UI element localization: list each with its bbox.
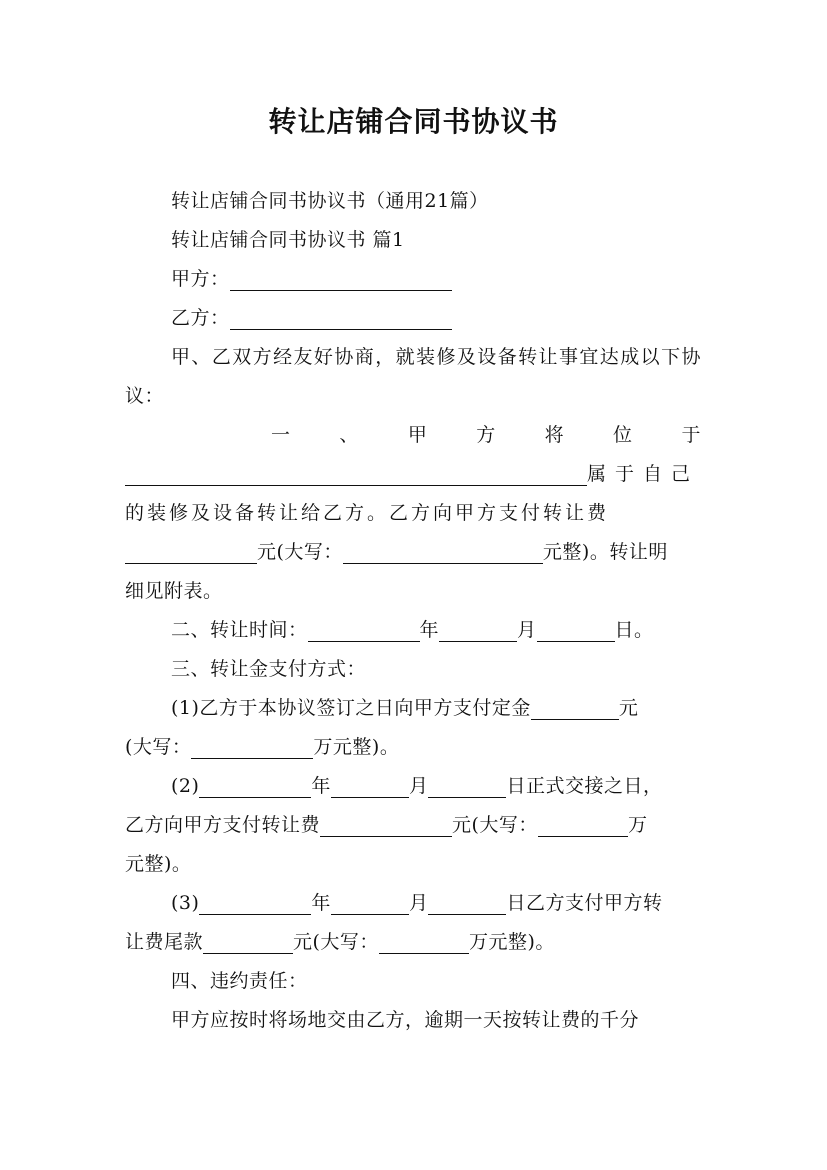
clause1-char: 于 bbox=[681, 424, 701, 446]
fee-tail: 元整)。转让明 bbox=[542, 541, 668, 563]
clause4-text: 甲方应按时将场地交由乙方，逾期一天按转让费的千分 bbox=[171, 1009, 640, 1031]
deposit-daxie-blank bbox=[191, 732, 313, 759]
item3-line2-text: 让费尾款 bbox=[125, 931, 204, 953]
item3-prefix: (3) bbox=[171, 892, 200, 914]
item1-tail: 万元整)。 bbox=[313, 736, 400, 758]
subtitle: 转让店铺合同书协议书（通用21篇） bbox=[171, 190, 489, 212]
clause1-char: 位 bbox=[613, 424, 633, 446]
party-b-blank bbox=[230, 303, 452, 330]
clause2-day-label: 日。 bbox=[614, 619, 654, 641]
section-heading: 转让店铺合同书协议书 篇1 bbox=[171, 229, 405, 251]
item2-month-label: 月 bbox=[408, 775, 429, 797]
clause2-line bbox=[125, 611, 701, 650]
clause3-item1-line2 bbox=[125, 728, 701, 767]
clause1-line5: 细见附表。 bbox=[125, 580, 223, 602]
item2-year-label: 年 bbox=[311, 775, 331, 797]
fee-blank bbox=[125, 537, 257, 564]
item2-prefix: (2) bbox=[171, 775, 200, 797]
item2-day-blank bbox=[428, 771, 506, 798]
clause2-day-blank bbox=[537, 615, 615, 642]
clause1-char: 、 bbox=[339, 424, 359, 446]
deposit-blank bbox=[531, 693, 619, 720]
party-a-blank bbox=[230, 264, 452, 291]
item2-year-blank bbox=[199, 771, 311, 798]
clause1-line3: 的装修及设备转让给乙方。乙方向甲方支付转让费 bbox=[125, 502, 610, 524]
clause2-year-blank bbox=[308, 615, 420, 642]
item2-daxie-blank bbox=[538, 810, 628, 837]
clause1-lead bbox=[125, 416, 701, 455]
item3-daxie-blank bbox=[379, 927, 469, 954]
item2-fee-blank bbox=[320, 810, 452, 837]
item2-text: 日正式交接之日， bbox=[506, 775, 663, 797]
document-body bbox=[125, 182, 701, 1040]
clause3-item3-line2 bbox=[125, 923, 701, 962]
clause3-item3 bbox=[125, 884, 701, 923]
item1-yuan: 元 bbox=[618, 697, 639, 719]
clause1-char: 将 bbox=[544, 424, 565, 446]
item3-month-blank bbox=[331, 888, 409, 915]
item3-year-label: 年 bbox=[311, 892, 331, 914]
fee-daxie-blank bbox=[343, 537, 543, 564]
party-a-line bbox=[125, 260, 701, 299]
location-blank bbox=[125, 459, 587, 486]
clause1-char: 一 bbox=[271, 424, 291, 446]
item3-fee-blank bbox=[203, 927, 293, 954]
clause1-char: 甲 bbox=[407, 424, 428, 446]
clause1-char: 方 bbox=[476, 424, 496, 446]
clause1-location-line bbox=[125, 455, 701, 494]
party-a-label: 甲方： bbox=[171, 268, 230, 290]
clause1-fee-line bbox=[125, 533, 701, 572]
item1-text: (1)乙方于本协议签订之日向甲方支付定金 bbox=[171, 697, 531, 719]
clause3-label: 三、转让金支付方式： bbox=[171, 658, 367, 680]
clause2-year-label: 年 bbox=[419, 619, 440, 641]
clause2-month-blank bbox=[439, 615, 517, 642]
fee-daxie-label: 元(大写： bbox=[257, 541, 343, 563]
clause2-label: 二、转让时间： bbox=[171, 619, 308, 641]
item1-daxie-label: (大写： bbox=[125, 736, 192, 758]
clause4-label: 四、违约责任： bbox=[171, 970, 308, 992]
clause3-item1 bbox=[125, 689, 701, 728]
clause3-item2-line2 bbox=[125, 806, 701, 845]
document-title: 转让店铺合同书协议书 bbox=[268, 105, 559, 138]
item3-text: 日乙方支付甲方转 bbox=[506, 892, 663, 914]
clause1-after-location: 属于自己 bbox=[587, 463, 700, 485]
item2-wan: 万 bbox=[627, 814, 648, 836]
item2-daxie-label: 元(大写： bbox=[452, 814, 538, 836]
party-b-label: 乙方： bbox=[171, 307, 230, 329]
clause2-month-label: 月 bbox=[517, 619, 537, 641]
item3-month-label: 月 bbox=[408, 892, 429, 914]
item3-tail: 万元整)。 bbox=[468, 931, 555, 953]
item3-daxie-label: 元(大写： bbox=[293, 931, 379, 953]
item2-line2-text: 乙方向甲方支付转让费 bbox=[125, 814, 321, 836]
clause3-item2-line3: 元整)。 bbox=[125, 853, 192, 875]
party-b-line bbox=[125, 299, 701, 338]
item3-year-blank bbox=[199, 888, 311, 915]
item2-month-blank bbox=[331, 771, 409, 798]
clause3-item2 bbox=[125, 767, 701, 806]
item3-day-blank bbox=[428, 888, 506, 915]
intro-paragraph: 甲、乙双方经友好协商，就装修及设备转让事宜达成以下协议： bbox=[125, 346, 701, 407]
